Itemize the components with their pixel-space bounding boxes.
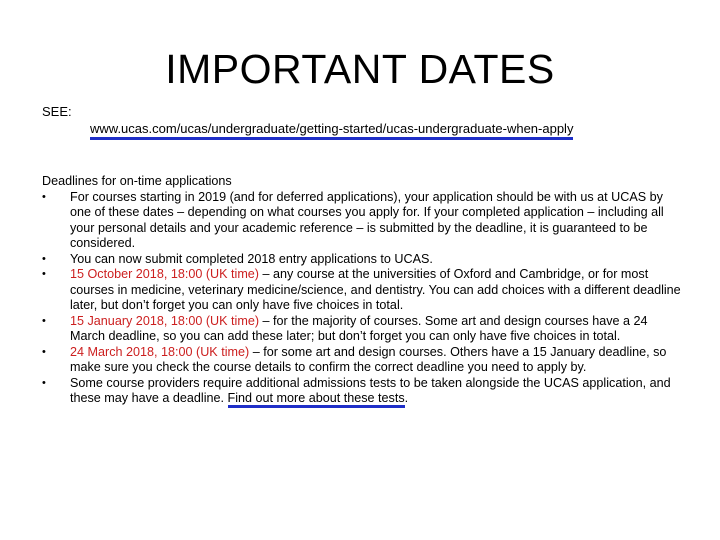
item-text: Some course providers require additional admissions tests to be taken alongside the UCAS application, and these may have a deadline. [70, 375, 671, 405]
bullet-icon: • [42, 314, 46, 327]
list-item [42, 267, 682, 314]
tests-info-link[interactable]: Find out more about these tests [228, 391, 405, 408]
deadline-date: 15 January 2018, 18:00 (UK time) [70, 313, 260, 328]
bullet-icon: • [42, 376, 46, 389]
ucas-url-link[interactable]: www.ucas.com/ucas/undergraduate/getting-started/ucas-undergraduate-when-apply [90, 121, 573, 140]
item-text-tail: . [404, 391, 409, 405]
bullet-icon: • [42, 252, 46, 265]
page-title: IMPORTANT DATES [165, 46, 555, 92]
list-item [42, 314, 682, 345]
deadline-date: 24 March 2018, 18:00 (UK time) [70, 344, 250, 359]
section-heading: Deadlines for on-time applications [42, 174, 232, 188]
list-item [42, 190, 682, 252]
deadline-date: 15 October 2018, 18:00 (UK time) [70, 267, 260, 281]
bullet-icon: • [42, 268, 46, 280]
item-text: – for the majority of courses. Some art and design courses have a 24 March deadline, so you can add these later; but don’t forget you can only have five choices in total. [70, 313, 648, 343]
list-item [42, 345, 682, 376]
see-label: SEE: [42, 104, 72, 119]
bullet-icon: • [42, 190, 46, 203]
bullet-icon: • [42, 345, 46, 358]
list-item [42, 376, 682, 407]
item-text: – for some art and design courses. Others have a 15 January deadline, so make sure you check the course details to confirm the correct deadline you need to apply by. [70, 344, 667, 374]
item-text: You can now submit completed 2018 entry applications to UCAS. [70, 251, 433, 266]
item-text: For courses starting in 2019 (and for deferred applications), your application should be with us at UCAS by one of these dates – depending on what courses you apply for. If your completed application – including all your personal details and your academic reference – is submitted by the deadline, it is guaranteed to be considered. [70, 189, 664, 250]
list-item [42, 252, 682, 268]
deadlines-section [42, 174, 682, 407]
deadline-list [42, 190, 682, 407]
item-text: – any course at the universities of Oxford and Cambridge, or for most courses in medicine, veterinary medicine/science, and dentistry. You can add choices with a different deadline later, but don’t forget you can only have five choices in total. [70, 267, 681, 312]
